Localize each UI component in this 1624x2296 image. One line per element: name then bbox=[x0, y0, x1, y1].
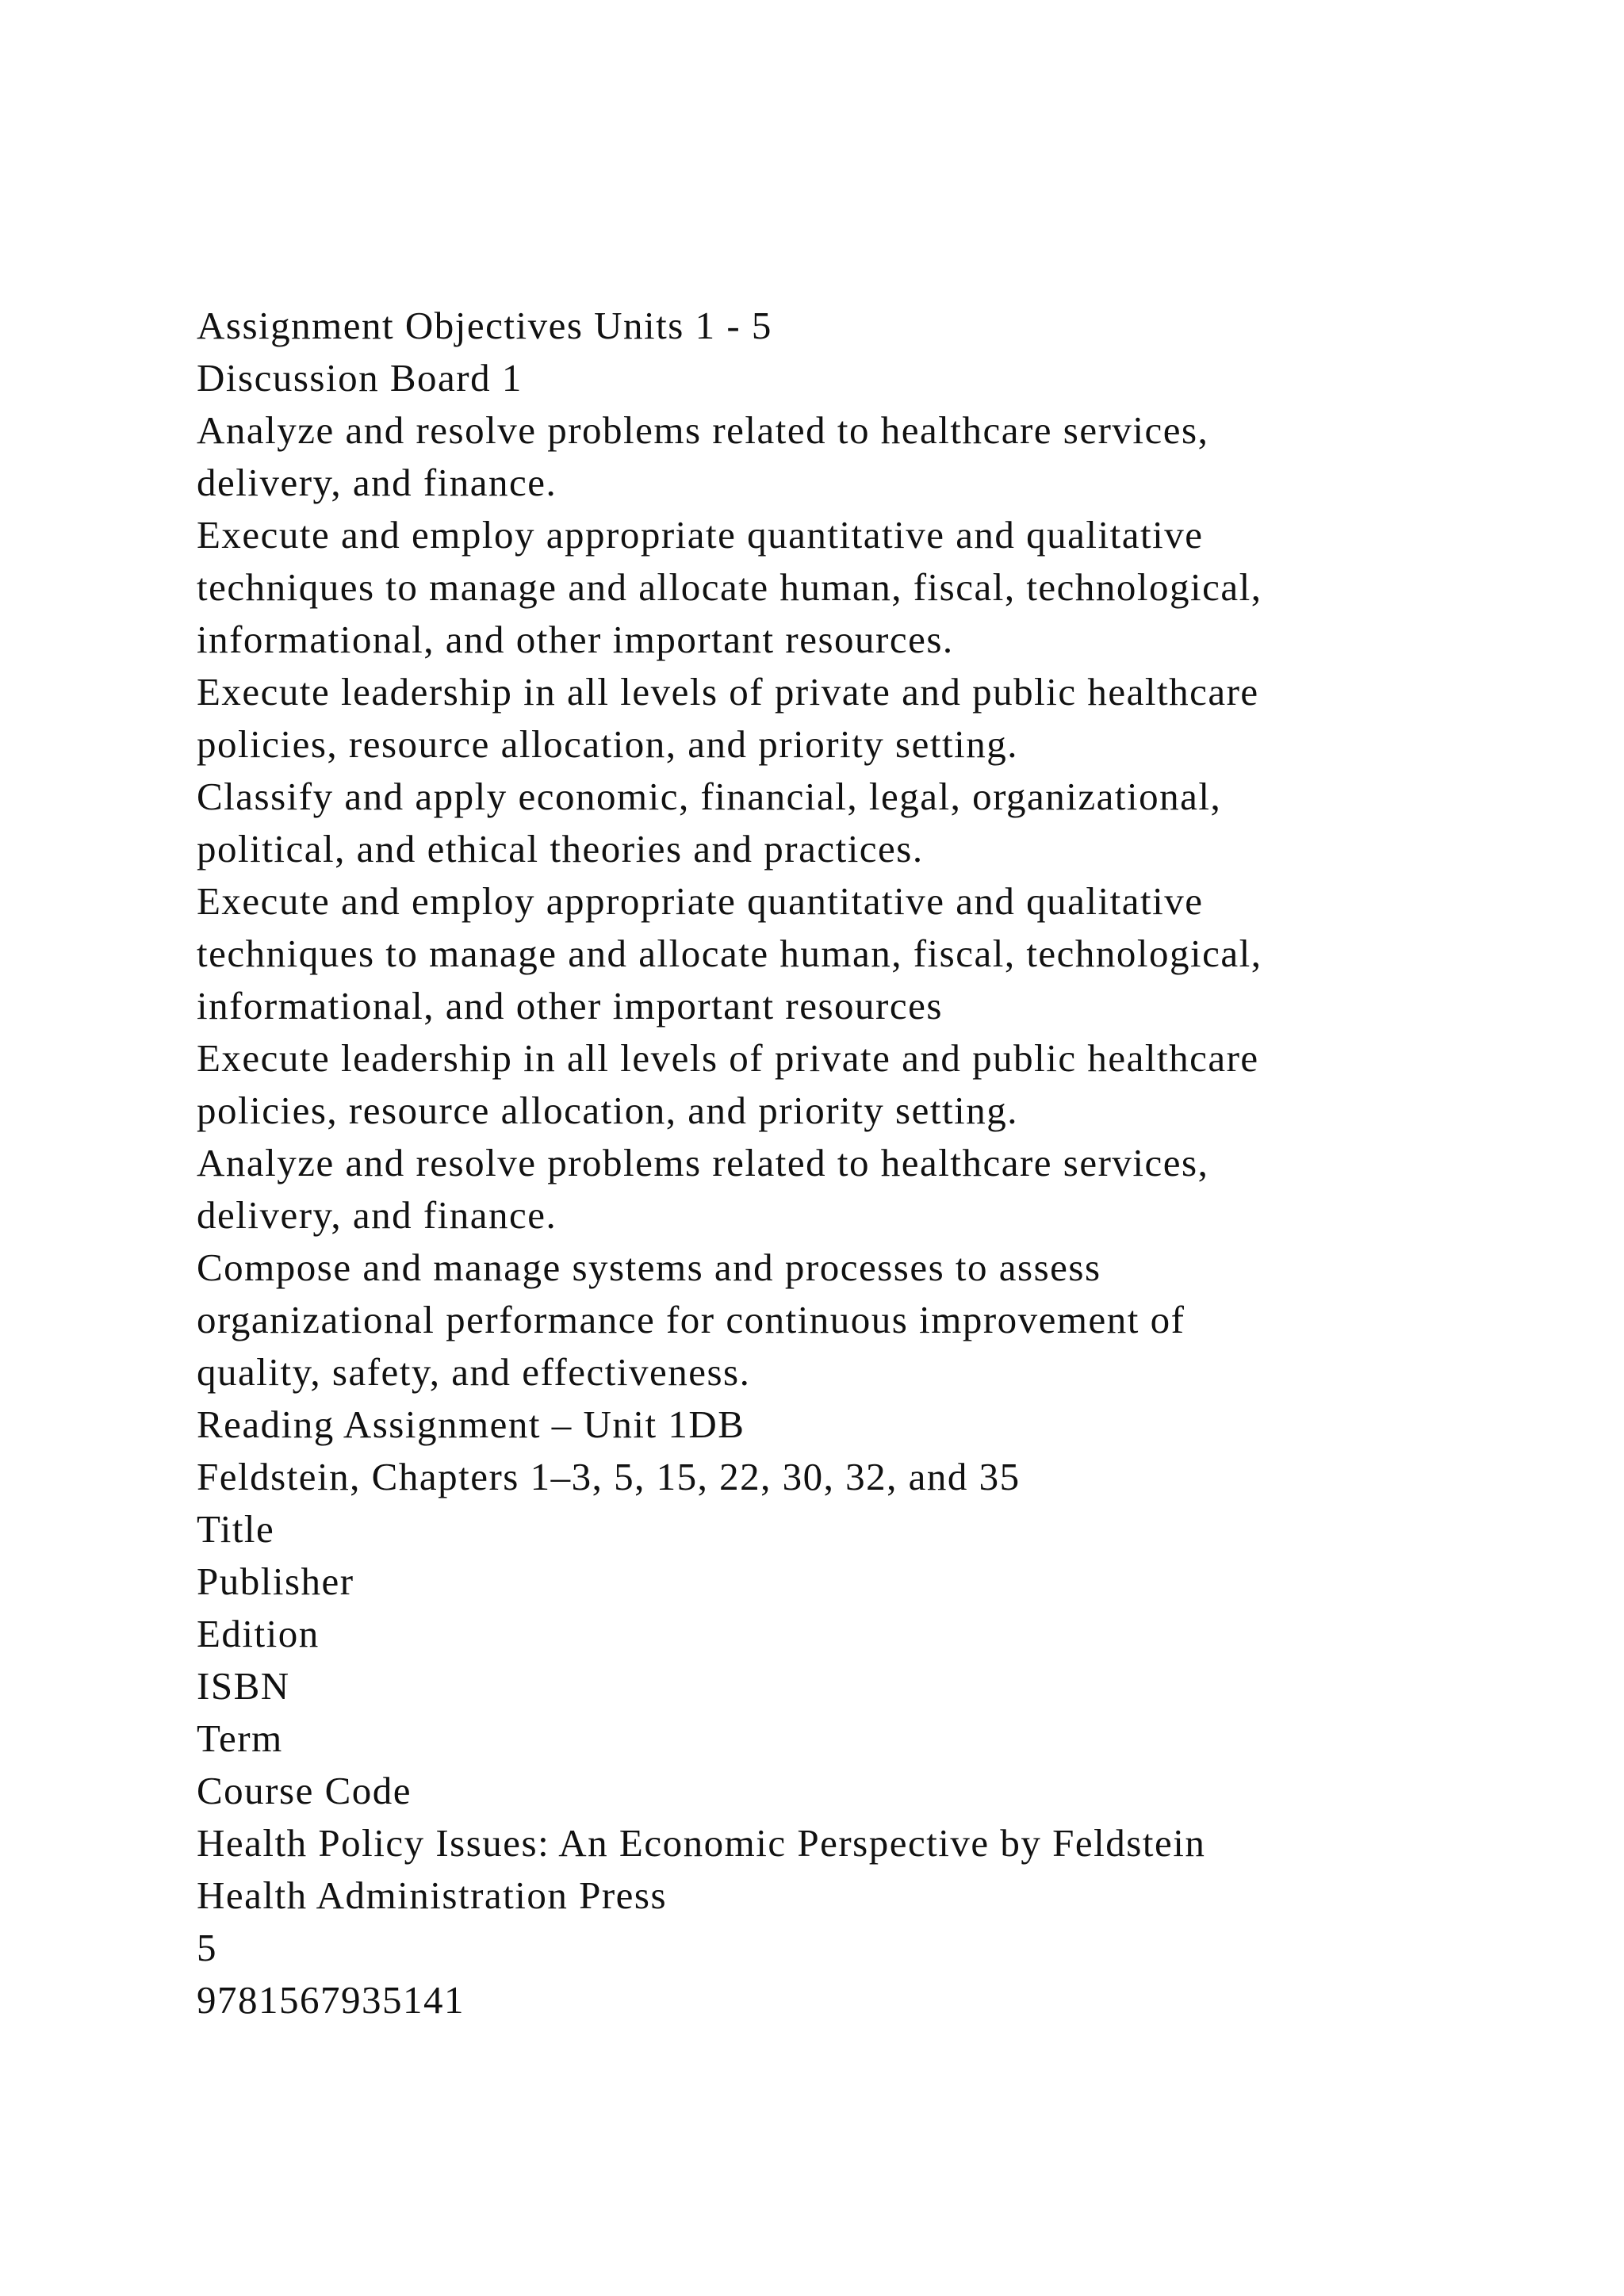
label-edition: Edition bbox=[197, 1612, 320, 1655]
objective-line: quality, safety, and effectiveness. bbox=[197, 1350, 751, 1394]
objective-line: Compose and manage systems and processes to assess bbox=[197, 1246, 1101, 1289]
value-isbn: 9781567935141 bbox=[197, 1978, 465, 2022]
objective-line: Execute leadership in all levels of private and public healthcare bbox=[197, 1036, 1259, 1080]
value-edition: 5 bbox=[197, 1926, 217, 1969]
label-course-code: Course Code bbox=[197, 1769, 412, 1812]
objective-line: informational, and other important resources bbox=[197, 984, 943, 1027]
label-title: Title bbox=[197, 1507, 275, 1551]
objective-line: political, and ethical theories and practices. bbox=[197, 827, 924, 871]
objective-line: Analyze and resolve problems related to healthcare services, bbox=[197, 408, 1209, 452]
objective-line: delivery, and finance. bbox=[197, 461, 557, 504]
objective-line: Execute leadership in all levels of private and public healthcare bbox=[197, 670, 1259, 714]
label-term: Term bbox=[197, 1716, 283, 1760]
label-isbn: ISBN bbox=[197, 1664, 290, 1708]
objective-line: informational, and other important resources. bbox=[197, 618, 954, 661]
heading-reading-assignment: Reading Assignment – Unit 1DB bbox=[197, 1402, 745, 1446]
objective-line: Classify and apply economic, financial, legal, organizational, bbox=[197, 775, 1222, 818]
objective-line: policies, resource allocation, and priority setting. bbox=[197, 1089, 1018, 1132]
objective-line: delivery, and finance. bbox=[197, 1193, 557, 1237]
label-publisher: Publisher bbox=[197, 1559, 354, 1603]
objective-line: techniques to manage and allocate human, fiscal, technological, bbox=[197, 565, 1262, 609]
objective-line: policies, resource allocation, and priority setting. bbox=[197, 722, 1018, 766]
objective-line: techniques to manage and allocate human, fiscal, technological, bbox=[197, 932, 1262, 975]
document-body bbox=[197, 300, 1497, 2026]
objective-line: Execute and employ appropriate quantitative and qualitative bbox=[197, 513, 1204, 557]
heading-assignment-objectives: Assignment Objectives Units 1 - 5 bbox=[197, 304, 772, 347]
objective-line: organizational performance for continuous improvement of bbox=[197, 1298, 1185, 1341]
objective-line: Execute and employ appropriate quantitative and qualitative bbox=[197, 879, 1204, 923]
reading-chapters: Feldstein, Chapters 1–3, 5, 15, 22, 30, 32, and 35 bbox=[197, 1455, 1021, 1498]
value-title: Health Policy Issues: An Economic Perspective by Feldstein bbox=[197, 1821, 1206, 1865]
objective-line: Analyze and resolve problems related to healthcare services, bbox=[197, 1141, 1209, 1184]
value-publisher: Health Administration Press bbox=[197, 1873, 668, 1917]
heading-discussion-board: Discussion Board 1 bbox=[197, 356, 523, 400]
